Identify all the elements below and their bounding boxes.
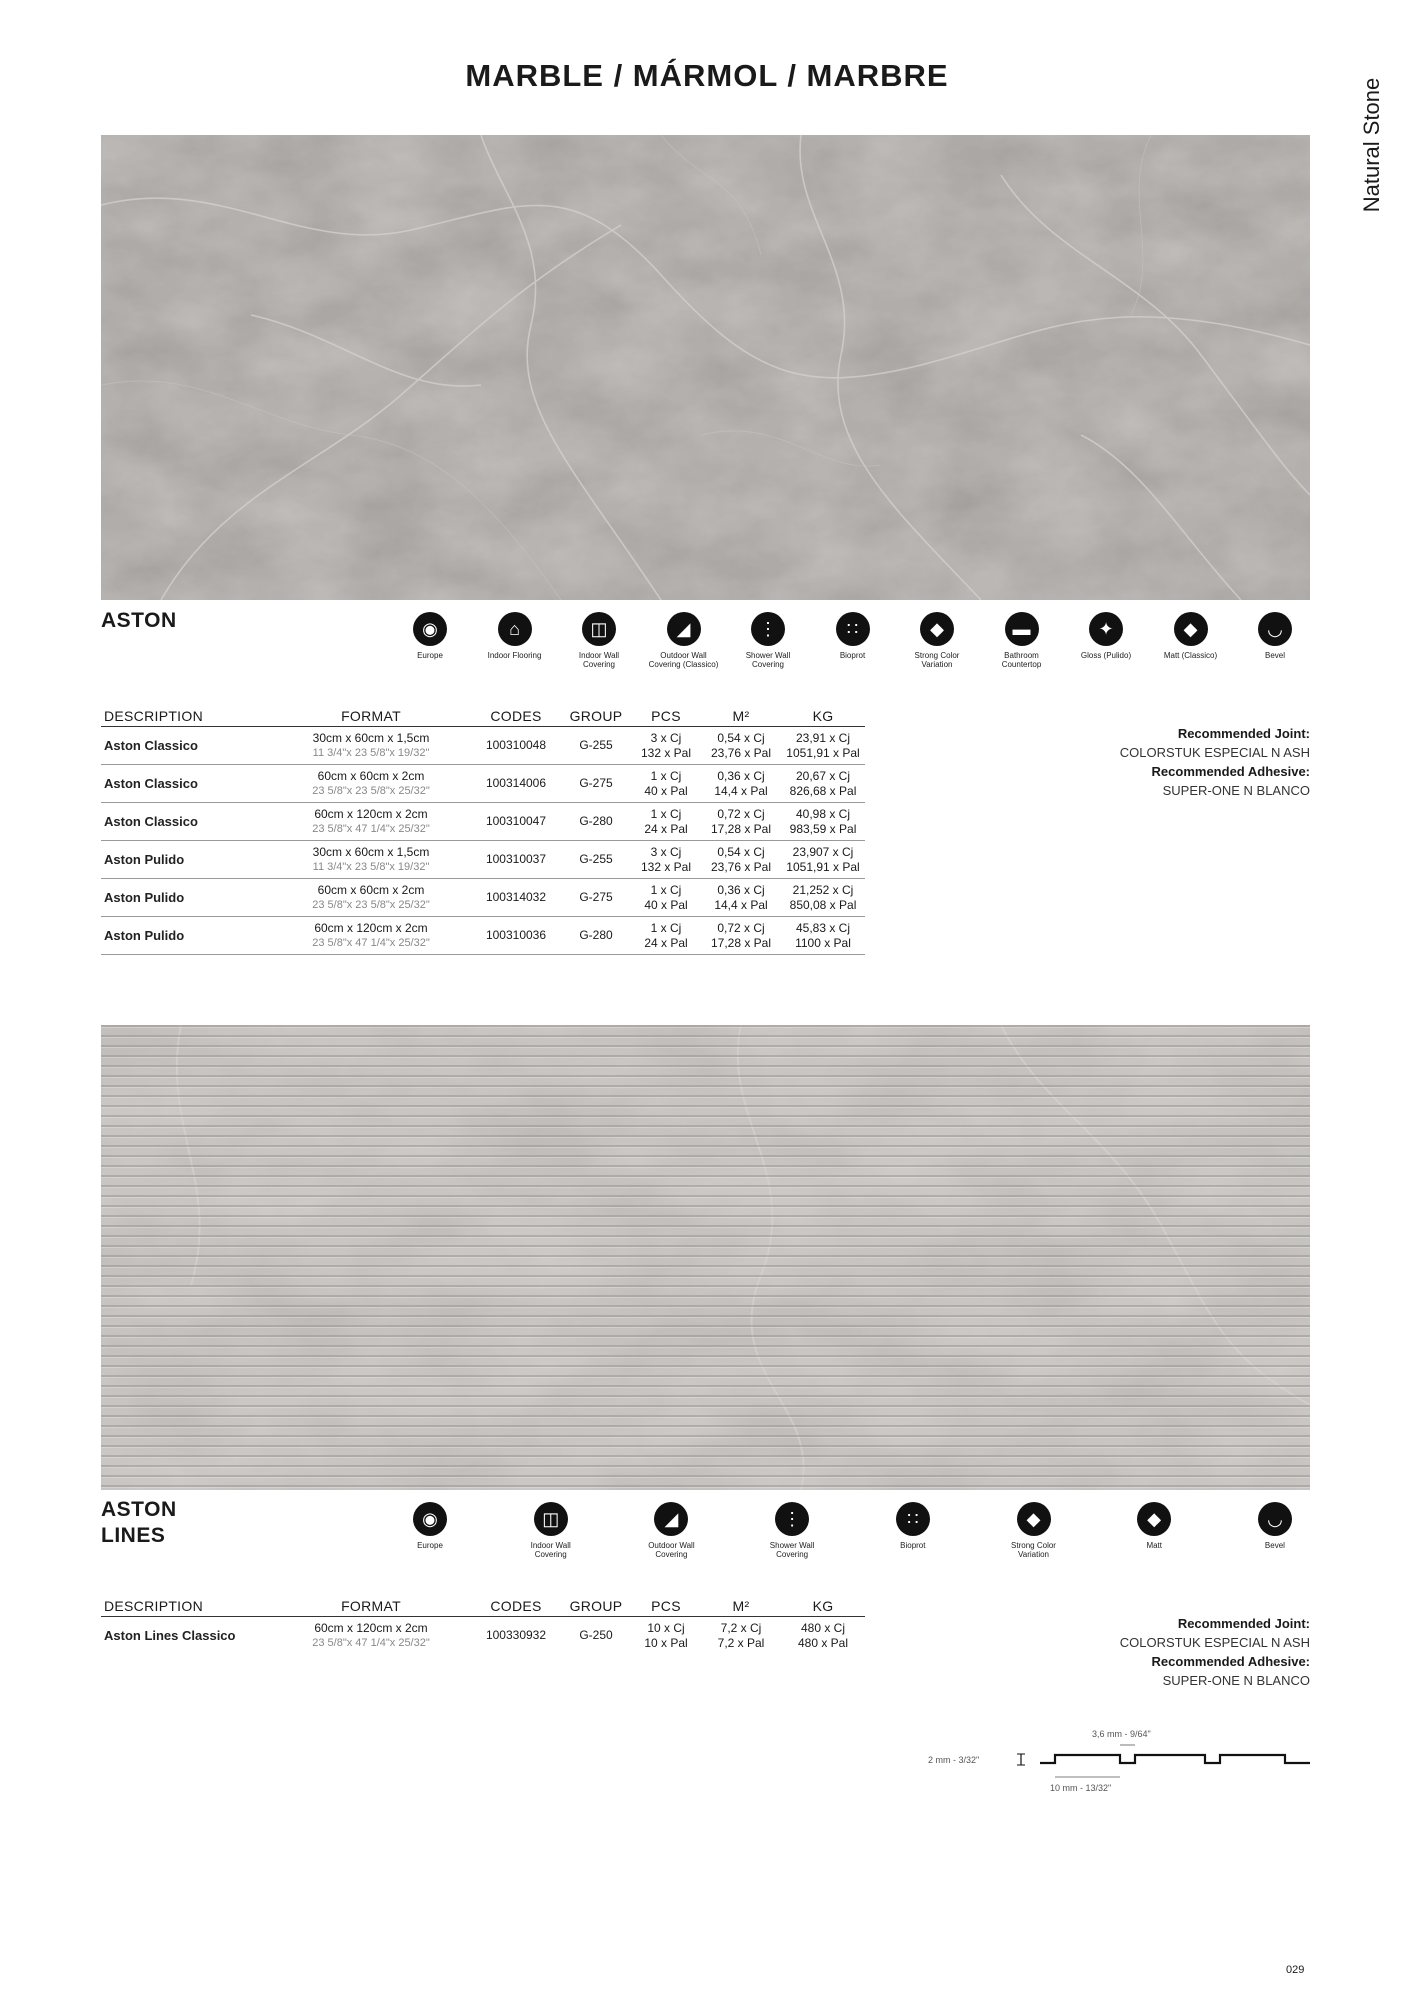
table-header-row	[101, 1596, 945, 1617]
feature-gloss: ✦ Gloss (Pulido)	[1071, 612, 1141, 669]
feature-shower-wall: ⋮ Shower Wall Covering	[757, 1502, 827, 1559]
color-variation-icon: ◆	[1017, 1502, 1051, 1536]
lines-profile-diagram	[920, 1705, 1320, 1795]
feature-matt: ◆ Matt (Classico)	[1156, 612, 1226, 669]
feature-indoor-flooring: ⌂ Indoor Flooring	[480, 612, 550, 669]
feature-color-variation: ◆ Strong Color Variation	[902, 612, 972, 669]
table-row: Aston Classico 60cm x 120cm x 2cm 23 5/8"x 47 1/4"x 25/32" 100310047 G-280 1 x Cj 24 x Pal 0,72 x Cj 17,28 x Pal 40,98 x Cj 983,59 x Pal	[101, 803, 945, 841]
product-name-aston: ASTON	[101, 609, 177, 632]
col-codes: CODES	[471, 706, 561, 727]
feature-bevel: ◡ Bevel	[1240, 612, 1310, 669]
col-codes: CODES	[471, 1596, 561, 1617]
bioprot-icon: ∷	[836, 612, 870, 646]
feature-icons-aston	[395, 612, 1310, 669]
col-format: FORMAT	[271, 1596, 471, 1617]
profile-bottom-dimension: 10 mm - 13/32"	[1050, 1783, 1112, 1793]
table-row: Aston Pulido 60cm x 60cm x 2cm 23 5/8"x 23 5/8"x 25/32" 100314032 G-275 1 x Cj 40 x Pal 0,36 x Cj 14,4 x Pal 21,252 x Cj 850,08 x Pal	[101, 879, 945, 917]
section-side-label	[1352, 60, 1392, 230]
globe-icon: ◉	[413, 612, 447, 646]
feature-indoor-wall: ◫ Indoor Wall Covering	[564, 612, 634, 669]
feature-europe: ◉ Europe	[395, 1502, 465, 1559]
feature-icons-aston-lines	[395, 1502, 1310, 1559]
col-spacer	[865, 706, 945, 727]
bioprot-icon: ∷	[896, 1502, 930, 1536]
profile-top-dimension: 3,6 mm - 9/64"	[1092, 1729, 1151, 1739]
feature-europe: ◉ Europe	[395, 612, 465, 669]
col-description: DESCRIPTION	[101, 1596, 271, 1617]
indoor-wall-icon: ◫	[534, 1502, 568, 1536]
table-row: Aston Pulido 30cm x 60cm x 1,5cm 11 3/4"x 23 5/8"x 19/32" 100310037 G-255 3 x Cj 132 x Pal 0,54 x Cj 23,76 x Pal 23,907 x Cj 1051,91 x Pal	[101, 841, 945, 879]
table-header-row	[101, 706, 945, 727]
table-row: Aston Classico 60cm x 60cm x 2cm 23 5/8"x 23 5/8"x 25/32" 100314006 G-275 1 x Cj 40 x Pal 0,36 x Cj 14,4 x Pal 20,67 x Cj 826,68 x Pal	[101, 765, 945, 803]
col-group: GROUP	[561, 706, 631, 727]
col-spacer	[865, 1596, 945, 1617]
recommendations-aston: Recommended Joint: COLORSTUK ESPECIAL N ASH Recommended Adhesive: SUPER-ONE N BLANCO	[1119, 726, 1310, 798]
bevel-icon: ◡	[1258, 612, 1292, 646]
bevel-icon: ◡	[1258, 1502, 1292, 1536]
col-group: GROUP	[561, 1596, 631, 1617]
aston-lines-photo	[101, 1025, 1310, 1490]
col-pcs: PCS	[631, 1596, 701, 1617]
col-kg: KG	[781, 706, 865, 727]
feature-shower-wall: ⋮ Shower Wall Covering	[733, 612, 803, 669]
matt-icon: ◆	[1137, 1502, 1171, 1536]
feature-outdoor-wall: ◢ Outdoor Wall Covering (Classico)	[649, 612, 719, 669]
col-m2: M²	[701, 1596, 781, 1617]
matt-icon: ◆	[1174, 612, 1208, 646]
col-description: DESCRIPTION	[101, 706, 271, 727]
color-variation-icon: ◆	[920, 612, 954, 646]
feature-countertop: ▬ Bathroom Countertop	[987, 612, 1057, 669]
aston-marble-photo	[101, 135, 1310, 600]
countertop-icon: ▬	[1005, 612, 1039, 646]
recommendations-aston-lines: Recommended Joint: COLORSTUK ESPECIAL N ASH Recommended Adhesive: SUPER-ONE N BLANCO	[1119, 1616, 1310, 1688]
product-name-aston-lines: ASTON LINES	[101, 1498, 177, 1547]
side-label-text: Natural Stone	[1359, 77, 1384, 213]
shower-icon: ⋮	[751, 612, 785, 646]
shower-icon: ⋮	[775, 1502, 809, 1536]
feature-matt: ◆ Matt	[1119, 1502, 1189, 1559]
col-format: FORMAT	[271, 706, 471, 727]
feature-bevel: ◡ Bevel	[1240, 1502, 1310, 1559]
globe-icon: ◉	[413, 1502, 447, 1536]
table-row: Aston Lines Classico 60cm x 120cm x 2cm 23 5/8"x 47 1/4"x 25/32" 100330932 G-250 10 x Cj 10 x Pal 7,2 x Cj 7,2 x Pal 480 x Cj 480 x Pal	[104, 1620, 849, 1650]
profile-left-dimension: 2 mm - 3/32"	[928, 1755, 980, 1765]
outdoor-wall-icon: ◢	[667, 612, 701, 646]
table-row: Aston Pulido 60cm x 120cm x 2cm 23 5/8"x 47 1/4"x 25/32" 100310036 G-280 1 x Cj 24 x Pal 0,72 x Cj 17,28 x Pal 45,83 x Cj 1100 x Pal	[101, 917, 945, 955]
outdoor-wall-icon: ◢	[654, 1502, 688, 1536]
page-number: 029	[1286, 1964, 1305, 1976]
gloss-icon: ✦	[1089, 612, 1123, 646]
col-pcs: PCS	[631, 706, 701, 727]
col-m2: M²	[701, 706, 781, 727]
feature-bioprot: ∷ Bioprot	[878, 1502, 948, 1559]
table-row: Aston Classico 30cm x 60cm x 1,5cm 11 3/4"x 23 5/8"x 19/32" 100310048 G-255 3 x Cj 132 x Pal 0,54 x Cj 23,76 x Pal 23,91 x Cj 1051,91 x Pal	[101, 727, 945, 765]
indoor-flooring-icon: ⌂	[498, 612, 532, 646]
feature-indoor-wall: ◫ Indoor Wall Covering	[516, 1502, 586, 1559]
indoor-wall-icon: ◫	[582, 612, 616, 646]
col-kg: KG	[781, 1596, 865, 1617]
spec-table-aston	[101, 706, 945, 955]
spec-table-aston-lines	[101, 1596, 945, 1654]
feature-color-variation: ◆ Strong Color Variation	[999, 1502, 1069, 1559]
page-title: MARBLE / MÁRMOL / MARBRE	[465, 58, 949, 93]
feature-bioprot: ∷ Bioprot	[818, 612, 888, 669]
feature-outdoor-wall: ◢ Outdoor Wall Covering	[636, 1502, 706, 1559]
